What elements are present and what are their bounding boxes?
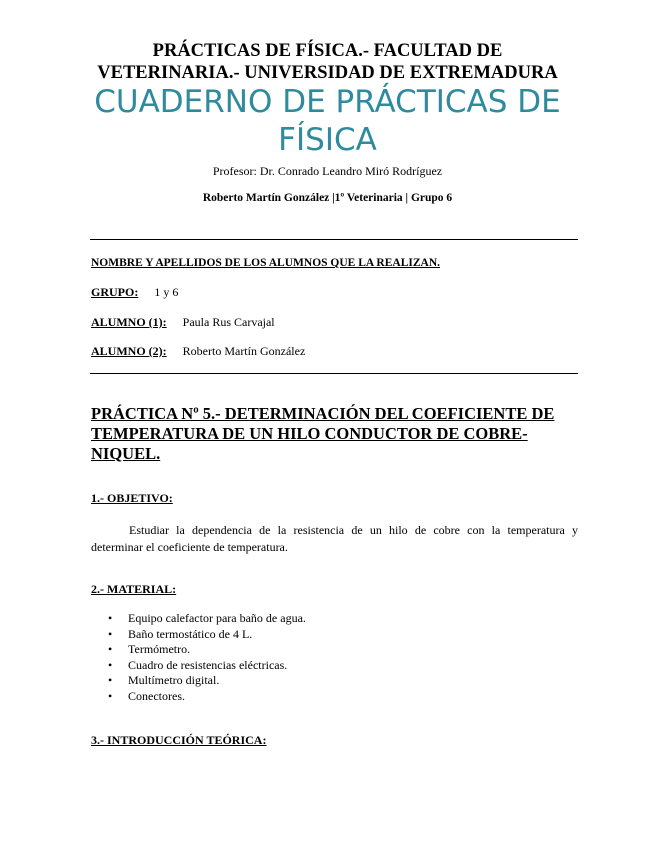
objective-text <box>91 522 578 556</box>
group-label: GRUPO: <box>91 285 139 299</box>
practice-title <box>91 404 581 464</box>
notebook-title-line-1: CUADERNO DE PRÁCTICAS DE <box>94 84 561 120</box>
list-item: • Conectores. <box>108 688 185 703</box>
material-list <box>108 611 306 705</box>
author-line: Roberto Martín González |1º Veterinaria | Grupo 6 <box>202 192 453 204</box>
bullet-icon: • <box>108 626 113 641</box>
list-item: • Multímetro digital. <box>108 673 220 688</box>
list-item: • Cuadro de resistencias eléctricas. <box>108 657 288 672</box>
objective-heading: 1.- OBJETIVO: <box>91 491 173 505</box>
student-1-row <box>91 315 275 330</box>
list-item: • Baño termostático de 4 L. <box>108 626 253 641</box>
divider-top <box>90 239 578 240</box>
objective-line-1: Estudiar la dependencia de la resistencia de un hilo de cobre con la temperatura y <box>129 523 578 537</box>
list-item: • Equipo calefactor para baño de agua. <box>108 611 306 625</box>
notebook-title-line-2: FÍSICA <box>278 122 377 158</box>
student-2-row <box>91 344 305 359</box>
professor-line: Profesor: Dr. Conrado Leandro Miró Rodríguez <box>212 164 443 178</box>
bullet-icon: • <box>108 642 113 657</box>
students-heading: NOMBRE Y APELLIDOS DE LOS ALUMNOS QUE LA REALIZAN. <box>91 257 441 269</box>
group-row <box>91 285 178 300</box>
material-heading: 2.- MATERIAL: <box>91 582 177 596</box>
student-2-name: Roberto Martín González <box>182 344 306 358</box>
header-line-1: PRÁCTICAS DE FÍSICA.- FACULTAD DE <box>152 41 503 61</box>
bullet-icon: • <box>108 611 113 625</box>
header-line-2: VETERINARIA.- UNIVERSIDAD DE EXTREMADURA <box>97 63 558 83</box>
group-value: 1 y 6 <box>154 285 179 299</box>
introduction-heading: 3.- INTRODUCCIÓN TEÓRICA: <box>91 733 267 747</box>
student-1-name: Paula Rus Carvajal <box>182 315 275 329</box>
divider-bottom <box>90 373 578 374</box>
objective-line-2: determinar el coeficiente de temperatura. <box>91 540 288 554</box>
bullet-icon: • <box>108 688 113 703</box>
student-2-label: ALUMNO (2): <box>91 344 167 358</box>
student-1-label: ALUMNO (1): <box>91 315 167 329</box>
practice-title-line-1: PRÁCTICA Nº 5.- DETERMINACIÓN DEL COEFICIENTE DE <box>91 404 555 423</box>
practice-title-line-2: TEMPERATURA DE UN HILO CONDUCTOR DE COBRE- <box>91 424 528 443</box>
bullet-icon: • <box>108 673 113 688</box>
list-item: • Termómetro. <box>108 642 191 657</box>
bullet-icon: • <box>108 657 113 672</box>
practice-title-line-3: NIQUEL. <box>91 444 161 463</box>
